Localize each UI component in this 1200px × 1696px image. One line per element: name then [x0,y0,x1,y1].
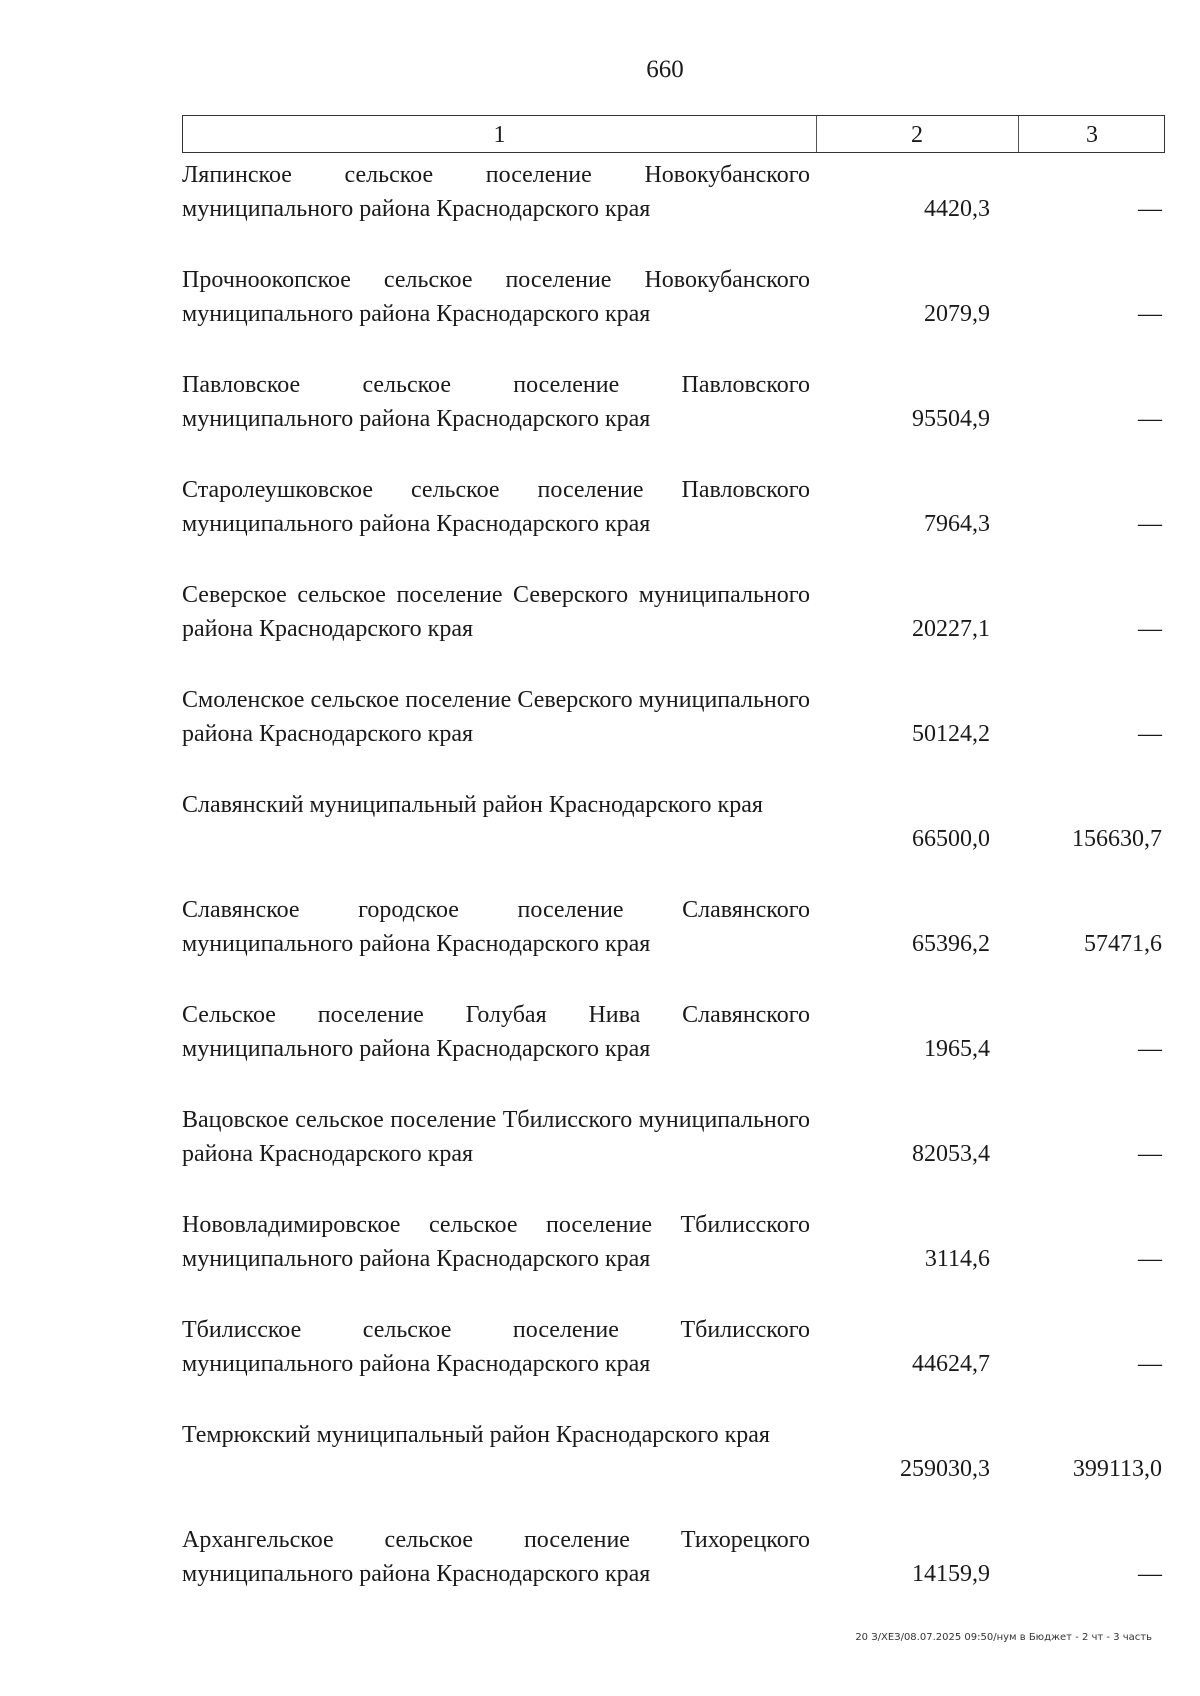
value-col-2: 44624,7 [912,1351,990,1377]
value-col-2: 7964,3 [924,511,990,537]
table-row [182,368,1165,473]
value-col-3: — [1138,196,1162,222]
municipality-name: Славянское городское поселение Славянского муниципального района Краснодарского края [182,897,810,957]
page-number: 660 [646,56,684,83]
municipality-name: Вацовское сельское поселение Тбилисского муниципального района Краснодарского края [182,1107,810,1167]
value-col-3: — [1138,721,1162,747]
table-row [182,1523,1165,1628]
municipality-name: Прочноокопское сельское поселение Новокубанского муниципального района Краснодарского края [182,267,810,327]
value-col-3: — [1138,1561,1162,1587]
value-col-2: 20227,1 [912,616,990,642]
value-col-3: — [1138,1036,1162,1062]
value-col-2: 82053,4 [912,1141,990,1167]
header-col-1: 1 [493,122,506,148]
value-col-3: — [1138,1351,1162,1377]
value-col-2: 50124,2 [912,721,990,747]
table-row [182,1208,1165,1313]
municipality-name: Славянский муниципальный район Краснодарского края [182,792,763,818]
municipality-name: Смоленское сельское поселение Северского муниципального района Краснодарского края [182,687,810,747]
table-row [182,1103,1165,1208]
table-row [182,263,1165,368]
header-col-2: 2 [911,122,923,148]
municipality-name: Старолеушковское сельское поселение Павловского муниципального района Краснодарского края [182,477,810,537]
table-row [182,1418,1165,1523]
table-body [182,158,1165,1628]
municipality-name: Архангельское сельское поселение Тихорецкого муниципального района Краснодарского края [182,1527,810,1587]
table-row [182,998,1165,1103]
value-col-2: 2079,9 [924,301,990,327]
header-col-3: 3 [1086,122,1098,148]
table-row [182,473,1165,578]
value-col-3: — [1138,511,1162,537]
value-col-3: 156630,7 [1072,826,1162,852]
municipality-name: Северское сельское поселение Северского муниципального района Краснодарского края [182,582,810,642]
value-col-3: — [1138,616,1162,642]
table-row [182,893,1165,998]
value-col-2: 1965,4 [924,1036,990,1062]
value-col-2: 3114,6 [924,1246,990,1272]
value-col-2: 4420,3 [924,196,990,222]
value-col-3: — [1138,1141,1162,1167]
table-row [182,788,1165,893]
municipality-name: Нововладимировское сельское поселение Тбилисского муниципального района Краснодарского края [182,1212,810,1272]
table-row [182,158,1165,263]
table-row [182,1313,1165,1418]
value-col-2: 66500,0 [912,826,990,852]
municipality-name: Темрюкский муниципальный район Краснодарского края [182,1422,770,1448]
value-col-3: — [1138,406,1162,432]
value-col-2: 259030,3 [900,1456,990,1482]
municipality-name: Тбилисское сельское поселение Тбилисского муниципального района Краснодарского края [182,1317,810,1377]
value-col-2: 65396,2 [912,931,990,957]
municipality-name: Сельское поселение Голубая Нива Славянского муниципального района Краснодарского края [182,1002,810,1062]
value-col-3: 399113,0 [1072,1456,1162,1482]
table-header [182,115,1165,153]
value-col-2: 14159,9 [912,1561,990,1587]
table-row [182,578,1165,683]
table-row [182,683,1165,788]
value-col-3: — [1138,301,1162,327]
municipality-name: Павловское сельское поселение Павловского муниципального района Краснодарского края [182,372,810,432]
value-col-3: 57471,6 [1084,931,1162,957]
value-col-3: — [1138,1246,1162,1272]
municipality-name: Ляпинское сельское поселение Новокубанского муниципального района Краснодарского края [182,162,810,222]
footer-stamp: 20 З/ХЕЗ/08.07.2025 09:50/нум в Бюджет - 2 чт - 3 часть [855,1632,1152,1643]
value-col-2: 95504,9 [912,406,990,432]
